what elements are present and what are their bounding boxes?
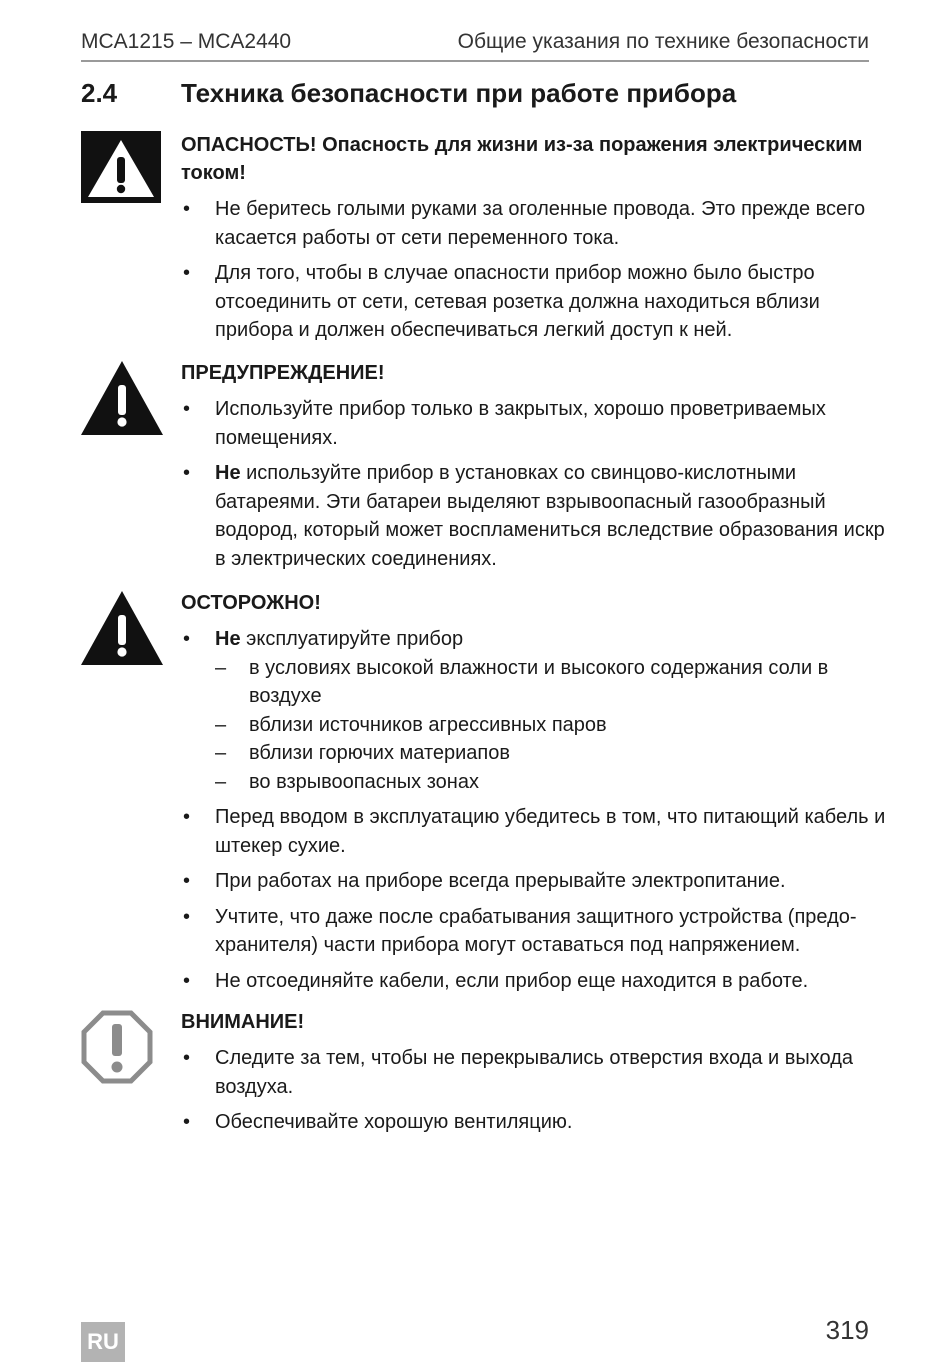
list-item <box>181 459 890 573</box>
item-text: используйте прибор в установках со свинцово-кислотными батареями. Эти батареи выделяют взрывоопасный газообразный водород, который может воспламениться вследствие образования искр в электрических соединениях. <box>215 462 885 570</box>
language-badge: RU <box>81 1322 125 1362</box>
sub-list-item: – во взрывоопасных зонах <box>215 768 890 797</box>
list-item: • Обеспечивайте хорошую вентиляцию. <box>181 1108 890 1137</box>
warning-heading: ПРЕДУПРЕЖДЕНИЕ! <box>181 362 385 384</box>
header-model: MCA1215 – MCA2440 <box>81 30 292 53</box>
notice-heading: ВНИМАНИЕ! <box>181 1011 305 1033</box>
warning-list <box>181 395 890 573</box>
warning-triangle-icon <box>81 591 163 665</box>
caution-block <box>81 589 890 1002</box>
sub-list-item: – в условиях высокой влажности и высокого содержания соли в воздухе <box>215 654 890 711</box>
caution-list <box>181 625 890 995</box>
section-title: Техника безопасности при работе прибора <box>181 78 737 108</box>
danger-heading: ОПАСНОСТЬ! Опасность для жизни из-за поражения электрическим током! <box>181 134 863 184</box>
section-heading <box>81 78 736 109</box>
warning-block <box>81 359 890 580</box>
danger-list <box>181 195 890 345</box>
caution-sublist <box>215 654 890 797</box>
notice-list <box>181 1044 890 1137</box>
list-item: • Не отсоединяйте кабели, если прибор еще находится в работе. <box>181 967 890 996</box>
sub-list-item: – вблизи источников агрессивных паров <box>215 711 890 740</box>
item-text: эксплуатируйте прибор <box>240 628 464 650</box>
header-chapter: Общие указания по технике безопасности <box>457 30 869 53</box>
notice-block <box>81 1008 890 1144</box>
warning-triangle-icon <box>81 131 161 203</box>
emphasis: Не <box>215 628 241 650</box>
sub-list-item: – вблизи горючих материапов <box>215 739 890 768</box>
list-item: • Учтите, что даже после срабатывания защитного устройства (предо-хранителя) части прибора могут оставаться под напряжением. <box>181 903 890 960</box>
section-number: 2.4 <box>81 78 118 108</box>
emphasis: Не <box>215 462 241 484</box>
list-item: • Не беритесь голыми руками за оголенные провода. Это прежде всего касается работы от сети переменного тока. <box>181 195 890 252</box>
danger-block <box>81 131 890 352</box>
header-rule <box>81 60 869 62</box>
page-number: 319 <box>825 1315 869 1345</box>
warning-triangle-icon <box>81 361 163 435</box>
notice-octagon-icon <box>81 1010 153 1084</box>
list-item: • Используйте прибор только в закрытых, хорошо проветриваемых помещениях. <box>181 395 890 452</box>
list-item <box>181 625 890 796</box>
list-item: • При работах на приборе всегда прерывайте электропитание. <box>181 867 890 896</box>
list-item: • Перед вводом в эксплуатацию убедитесь в том, что питающий кабель и штекер сухие. <box>181 803 890 860</box>
list-item: • Следите за тем, чтобы не перекрывались отверстия входа и выхода воздуха. <box>181 1044 890 1101</box>
list-item: • Для того, чтобы в случае опасности прибор можно было быстро отсоединить от сети, сетевая розетка должна находиться вблизи прибора и должен обеспечиваться легкий доступ к ней. <box>181 259 890 345</box>
caution-heading: ОСТОРОЖНО! <box>181 592 321 614</box>
